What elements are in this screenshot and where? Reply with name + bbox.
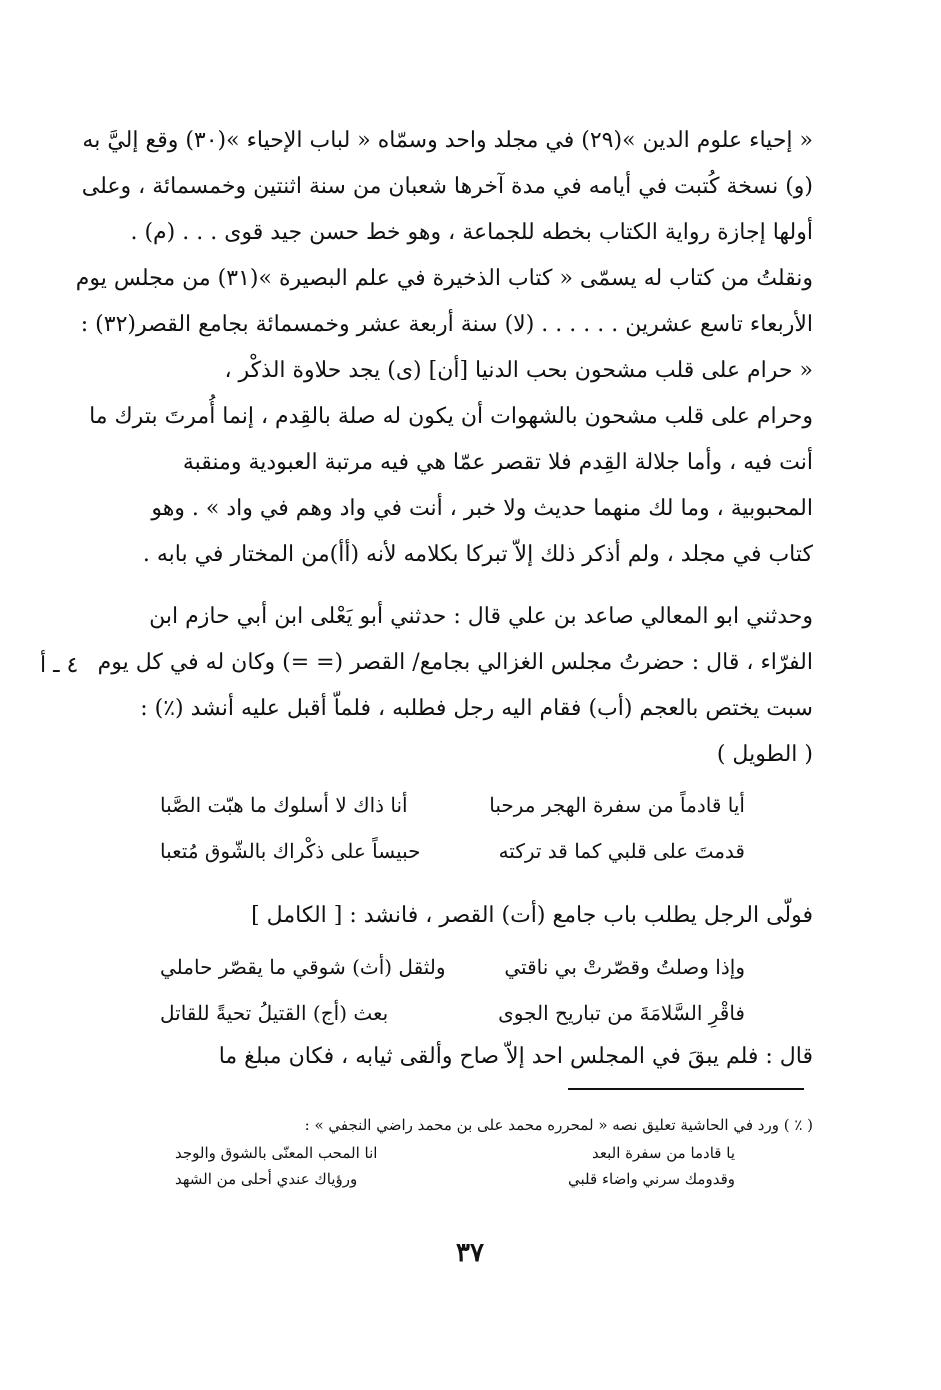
- text-line: « حرام على قلب مشحون بحب الدنيا [أن] (ى) يجد حلاوة الذكْر ،: [224, 358, 813, 383]
- verse-second-hemistich: ولثقل (أث) شوقي ما يقصّر حاملي: [160, 955, 446, 979]
- text-line: أولها إجازة رواية الكتاب بخطه للجماعة ، وهو خط حسن جيد قوى . . . (م) .: [130, 220, 813, 245]
- verse-second-hemistich: حبيساً على ذكْراك بالشّوق مُتعبا: [160, 839, 421, 863]
- verse-line: [160, 828, 745, 874]
- footnote-verse-line: [175, 1166, 735, 1192]
- verse-line: [160, 990, 745, 1036]
- footnote-separator: [568, 1088, 804, 1090]
- paragraph-narration: [97, 594, 813, 778]
- poem-tawil: [160, 782, 745, 874]
- text-line: الفرّاء ، قال : حضرتُ مجلس الغزالي بجامع/ القصر (= =) وكان له في كل يوم: [97, 650, 813, 675]
- verse-first-hemistich: يا قادما من سفرة البعد: [592, 1144, 735, 1162]
- verse-line: [160, 944, 745, 990]
- verse-second-hemistich: انا المحب المعنّى بالشوق والوجد: [175, 1144, 378, 1162]
- footnote-poem: [175, 1140, 735, 1192]
- meter-label: ( الطويل ): [716, 742, 813, 767]
- verse-first-hemistich: وإذا وصلتُ وقصّرتْ بي ناقتي: [504, 955, 745, 979]
- verse-first-hemistich: فاقْرِ السَّلامَةَ من تباريح الجوى: [498, 1001, 745, 1025]
- footnote-text: ( ٪ ) ورد في الحاشية تعليق نصه « لمحرره محمد على بن محمد راضي النجفي » :: [304, 1116, 813, 1134]
- verse-first-hemistich: أيا قادماً من سفرة الهجر مرحبا: [489, 793, 745, 817]
- manuscript-folio-marker: ٤ ـ أ: [40, 653, 79, 678]
- verse-second-hemistich: أنا ذاك لا أسلوك ما هبّت الصَّبا: [160, 793, 408, 817]
- verse-first-hemistich: قدمتَ على قلبي كما قد تركته: [498, 839, 745, 863]
- closing-line: قال : فلم يبقَ في المجلس احد إلاّ صاح وألقى ثيابه ، فكان مبلغ ما: [218, 1044, 813, 1069]
- text-line: وحدثني ابو المعالي صاعد بن علي قال : حدثني أبو يَعْلى ابن أبي حازم ابن: [149, 604, 813, 629]
- text-line: أنت فيه ، وأما جلالة القِدم فلا تقصر عمّا هي فيه مرتبة العبودية ومنقبة: [182, 450, 813, 475]
- text-line: الأربعاء تاسع عشرين . . . . . . (لا) سنة أربعة عشر وخمسمائة بجامع القصر(٣٢) :: [80, 312, 813, 337]
- paragraph-ihya-summary: [75, 118, 813, 578]
- text-line: « إحياء علوم الدين »(٢٩) في مجلد واحد وسمّاه « لباب الإحياء »(٣٠) وقع إليَّ به: [82, 128, 813, 153]
- verse-first-hemistich: وقدومك سرني واضاء قلبي: [568, 1170, 735, 1188]
- text-line: (و) نسخة كُتبت في أيامه في مدة آخرها شعبان من سنة اثنتين وخمسمائة ، وعلى: [81, 174, 813, 199]
- text-line: سبت يختص بالعجم (أب) فقام اليه رجل فطلبه ، فلماّ أقبل عليه أنشد (٪) :: [140, 696, 813, 721]
- verse-line: [160, 782, 745, 828]
- verse-second-hemistich: ورؤياك عندي أحلى من الشهد: [175, 1170, 358, 1188]
- text-line: وحرام على قلب مشحون بالشهوات أن يكون له صلة بالقِدم ، إنما أُمرتَ بترك ما: [89, 404, 813, 429]
- page-number: ٣٧: [456, 1238, 484, 1268]
- text-line: كتاب في مجلد ، ولم أذكر ذلك إلاّ تبركا بكلامه لأنه (أأ)من المختار في بابه .: [142, 542, 813, 567]
- footnote-verse-line: [175, 1140, 735, 1166]
- poem-kamil: [160, 944, 745, 1036]
- text-line: المحبوبية ، وما لك منهما حديث ولا خبر ، أنت في واد وهم في واد » . وهو: [151, 496, 813, 521]
- verse-second-hemistich: بعث (أج) القتيلُ تحيةً للقاتل: [160, 1001, 389, 1025]
- poem-intro-line: فولّى الرجل يطلب باب جامع (أت) القصر ، فانشد : [ الكامل ]: [251, 903, 813, 928]
- text-line: ونقلتُ من كتاب له يسمّى « كتاب الذخيرة في علم البصيرة »(٣١) من مجلس يوم: [75, 266, 813, 291]
